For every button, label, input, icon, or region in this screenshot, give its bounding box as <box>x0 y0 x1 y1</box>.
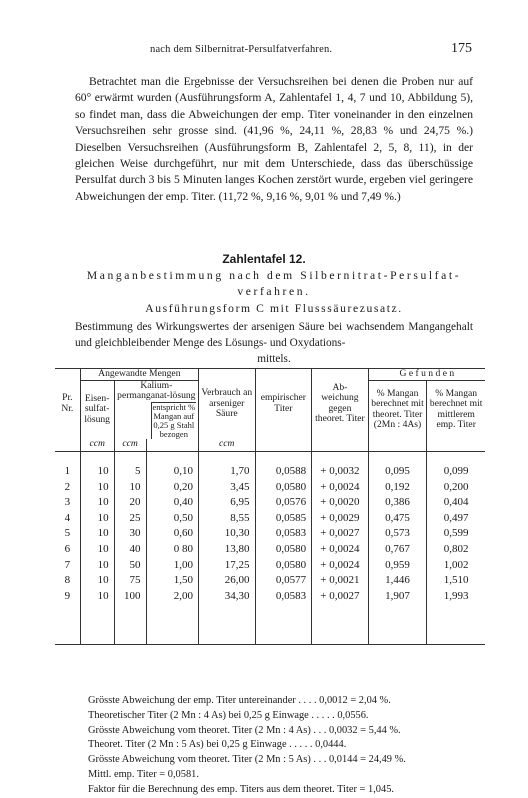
table-cell: 10 <box>80 526 114 542</box>
table-cell: + 0,0024 <box>312 480 369 496</box>
table-cell: 1 <box>64 465 71 477</box>
unit-cell-theor <box>368 439 427 452</box>
table-cell: 0,40 <box>146 495 198 511</box>
group-header-right: G e f u n d e n <box>368 369 485 381</box>
table-cell: 75 <box>114 573 146 589</box>
table-cell: 1,446 <box>368 573 427 589</box>
table-cell: + 0,0029 <box>312 511 369 527</box>
table-cell: 2 <box>64 480 71 493</box>
table-cell: + 0,0024 <box>312 542 369 558</box>
table-cell: 0,404 <box>427 495 485 511</box>
table-cell: 10 <box>80 542 114 558</box>
table-caption-line-3: Ausführungsform C mit Flusssäurezusatz. <box>145 302 403 315</box>
table-empty-cell <box>427 604 485 645</box>
table-gap-row <box>55 452 485 465</box>
table-cell: 0 80 <box>146 542 198 558</box>
unit-cell-mittl <box>427 439 485 452</box>
table-cell: 10 <box>80 558 114 574</box>
table-cell: 6,95 <box>198 495 255 511</box>
table-cell: 10 <box>80 495 114 511</box>
table-row <box>55 480 485 496</box>
table-cell: 3,45 <box>198 480 255 496</box>
unit-cell-nr <box>55 439 80 452</box>
table-cell: 17,25 <box>198 558 255 574</box>
page-number: 175 <box>451 41 472 56</box>
table-cell: 2,00 <box>146 589 198 605</box>
table-row <box>55 464 485 480</box>
table-cell: 0,0583 <box>255 589 312 605</box>
col-header-mittl-mangan: % Mangan berechnet mit mittlerem emp. Titer <box>427 380 485 439</box>
table-row <box>55 558 485 574</box>
table-cell: 30 <box>114 526 146 542</box>
table-empty-cell <box>198 604 255 645</box>
table-cell: 6 <box>64 542 71 555</box>
table-cell: 1,70 <box>198 464 255 480</box>
table-description-end: mittels. <box>257 353 291 365</box>
table-cell: 0,60 <box>146 526 198 542</box>
table-cell: 10 <box>80 464 114 480</box>
table-cell: 10,30 <box>198 526 255 542</box>
note-line: Theoret. Titer (2 Mn : 5 As) bei 0,25 g Einwage . . . . . 0,0444. <box>88 739 347 751</box>
table-cell: 8 <box>64 574 71 587</box>
table-description-text: Bestimmung des Wirkungswertes der arsenigen Säure bei wachsendem Mangangehalt und gleichbleibender Menge des Lösungs- und Oxydations- <box>75 321 473 349</box>
table-caption-line-2: verfahren. <box>237 285 311 298</box>
col-header-kalium <box>114 380 198 439</box>
table-cell: 20 <box>114 495 146 511</box>
running-head: nach dem Silbernitrat-Persulfatverfahren. <box>150 44 333 55</box>
table-cell: 0,497 <box>427 511 485 527</box>
data-table <box>55 368 485 645</box>
table-cell: 0,0588 <box>255 464 312 480</box>
table-cell: 5 <box>64 527 71 540</box>
table-cell: 26,00 <box>198 573 255 589</box>
table-cell: 1,00 <box>146 558 198 574</box>
unit-cell-mangan <box>146 439 198 452</box>
table-cell: 13,80 <box>198 542 255 558</box>
table-cell: 34,30 <box>198 589 255 605</box>
table-cell: 10 <box>80 480 114 496</box>
col-header-verbrauch: Verbrauch an arseniger Säure <box>198 369 255 439</box>
table-cell: 10 <box>80 589 114 605</box>
table-cell: 0,099 <box>427 464 485 480</box>
table-cell: 0,095 <box>368 464 427 480</box>
table-tail-row <box>55 604 485 645</box>
table-cell: 3 <box>64 496 71 509</box>
col-header-theor-mangan: % Mangan berechnet mit theoret. Titer (2Mn : 4As) <box>368 380 427 439</box>
table-cell: 0,50 <box>146 511 198 527</box>
unit-cell-abw <box>312 439 369 452</box>
col-header-abweichung: Ab-weichung gegen theoret. Titer <box>312 369 369 439</box>
group-header-left: Angewandte Mengen <box>80 369 198 381</box>
table-cell: 0,959 <box>368 558 427 574</box>
table-body <box>55 452 485 645</box>
table-cell: + 0,0032 <box>312 464 369 480</box>
table-cell: 4 <box>64 511 71 524</box>
unit-cell-kalium: ccm <box>114 439 146 452</box>
table-cell: 1,002 <box>427 558 485 574</box>
table-cell: 1,510 <box>427 573 485 589</box>
col-header-emp-titer: empirischer Titer <box>255 369 312 439</box>
col-header-nr: Pr. Nr. <box>55 369 80 439</box>
table-cell: 25 <box>114 511 146 527</box>
note-line: Theoretischer Titer (2 Mn : 4 As) bei 0,25 g Einwage . . . . . 0,0556. <box>88 709 369 721</box>
table-cell: 0,192 <box>368 480 427 496</box>
data-table-wrapper <box>55 368 485 645</box>
unit-cell-eisen: ccm <box>80 439 114 452</box>
table-empty-cell <box>146 604 198 645</box>
table-cell: 1,907 <box>368 589 427 605</box>
table-row <box>55 526 485 542</box>
note-line: Mittl. emp. Titer = 0,0581. <box>88 768 199 780</box>
table-cell: 0,0580 <box>255 542 312 558</box>
table-cell: 10 <box>80 573 114 589</box>
table-row <box>55 573 485 589</box>
table-cell: + 0,0024 <box>312 558 369 574</box>
table-description <box>75 319 473 367</box>
table-cell: 0,386 <box>368 495 427 511</box>
table-cell: 50 <box>114 558 146 574</box>
table-cell: 9 <box>64 589 71 602</box>
table-cell: 5 <box>114 464 146 480</box>
table-cell: 0,599 <box>427 526 485 542</box>
note-line: Grösste Abweichung der emp. Titer untereinander . . . . 0,0012 = 2,04 %. <box>88 695 391 706</box>
table-cell: 100 <box>114 589 146 605</box>
table-cell: 7 <box>64 558 71 571</box>
table-empty-cell <box>114 604 146 645</box>
table-caption-line-1: Manganbestimmung nach dem Silbernitrat-Persulfat- <box>86 269 462 282</box>
table-cell: + 0,0021 <box>312 573 369 589</box>
table-cell: 0,20 <box>146 480 198 496</box>
table-cell: + 0,0027 <box>312 589 369 605</box>
body-paragraph: Betrachtet man die Ergebnisse der Versuchsreihen bei denen die Proben nur auf 60° erwärmt wurden (Ausführungsform A, Zahlentafel 1, 4, 7 und 10, Abbildung 5), so findet man, dass die Abweichungen der emp. Titer voneinander in den einzelnen Versuchsreihen sehr grosse sind. (41,96 %, 24,11 %, 28,83 % und 24,75 %.) Dieselben Versuchsreihen (Ausführungsform B, Zahlentafel 2, 5, 8, 11), in der gleichen Weise durchgeführt, nur mit dem Unterschiede, dass das überschüssige Persulfat durch 3 bis 5 Minuten langes Kochen zerstört wurde, ergeben viel geringere Abweichungen der emp. Titer. (11,72 %, 9,16 %, 9,01 % und 7,49 %.) <box>75 75 473 203</box>
table-title: Zahlentafel 12. <box>222 252 306 266</box>
table-row <box>55 542 485 558</box>
table-row <box>55 495 485 511</box>
unit-cell-verbrauch: ccm <box>198 439 255 452</box>
table-row <box>55 511 485 527</box>
col-header-eisen: Eisen-sulfat-lösung <box>80 380 114 439</box>
table-cell: + 0,0027 <box>312 526 369 542</box>
table-cell: 0,573 <box>368 526 427 542</box>
table-cell: 0,200 <box>427 480 485 496</box>
unit-cell-emp <box>255 439 312 452</box>
table-empty-cell <box>368 604 427 645</box>
table-cell: 1,993 <box>427 589 485 605</box>
table-cell: 0,0580 <box>255 558 312 574</box>
table-cell: 0,0583 <box>255 526 312 542</box>
table-cell: 0,0577 <box>255 573 312 589</box>
table-cell: 0,802 <box>427 542 485 558</box>
table-row <box>55 589 485 605</box>
table-cell: 0,10 <box>146 464 198 480</box>
table-empty-cell <box>55 604 80 645</box>
table-cell: 40 <box>114 542 146 558</box>
table-cell: 0,0580 <box>255 480 312 496</box>
table-cell: 0,475 <box>368 511 427 527</box>
table-notes <box>88 694 488 798</box>
table-cell: 10 <box>80 511 114 527</box>
note-line: Grösste Abweichung vom theoret. Titer (2 Mn : 4 As) . . . 0,0032 = 5,44 %. <box>88 724 401 736</box>
table-cell: 0,767 <box>368 542 427 558</box>
table-empty-cell <box>312 604 369 645</box>
table-cell: 0,0585 <box>255 511 312 527</box>
note-line: Faktor für die Berechnung des emp. Titers aus dem theoret. Titer = 1,045. <box>88 783 394 795</box>
col-header-kalium-title: Kalium-permanganat-lösung <box>117 379 196 401</box>
table-cell: + 0,0020 <box>312 495 369 511</box>
table-cell: 10 <box>114 480 146 496</box>
table-empty-cell <box>80 604 114 645</box>
note-line: Grösste Abweichung vom theoret. Titer (2 Mn : 5 As) . . . 0,0144 = 24,49 %. <box>88 754 406 766</box>
table-cell: 8,55 <box>198 511 255 527</box>
table-empty-cell <box>255 604 312 645</box>
table-cell: 1,50 <box>146 573 198 589</box>
col-header-kalium-sub: entspricht % Mangan auf 0,25 g Stahl bezogen <box>152 401 196 439</box>
table-cell: 0,0576 <box>255 495 312 511</box>
